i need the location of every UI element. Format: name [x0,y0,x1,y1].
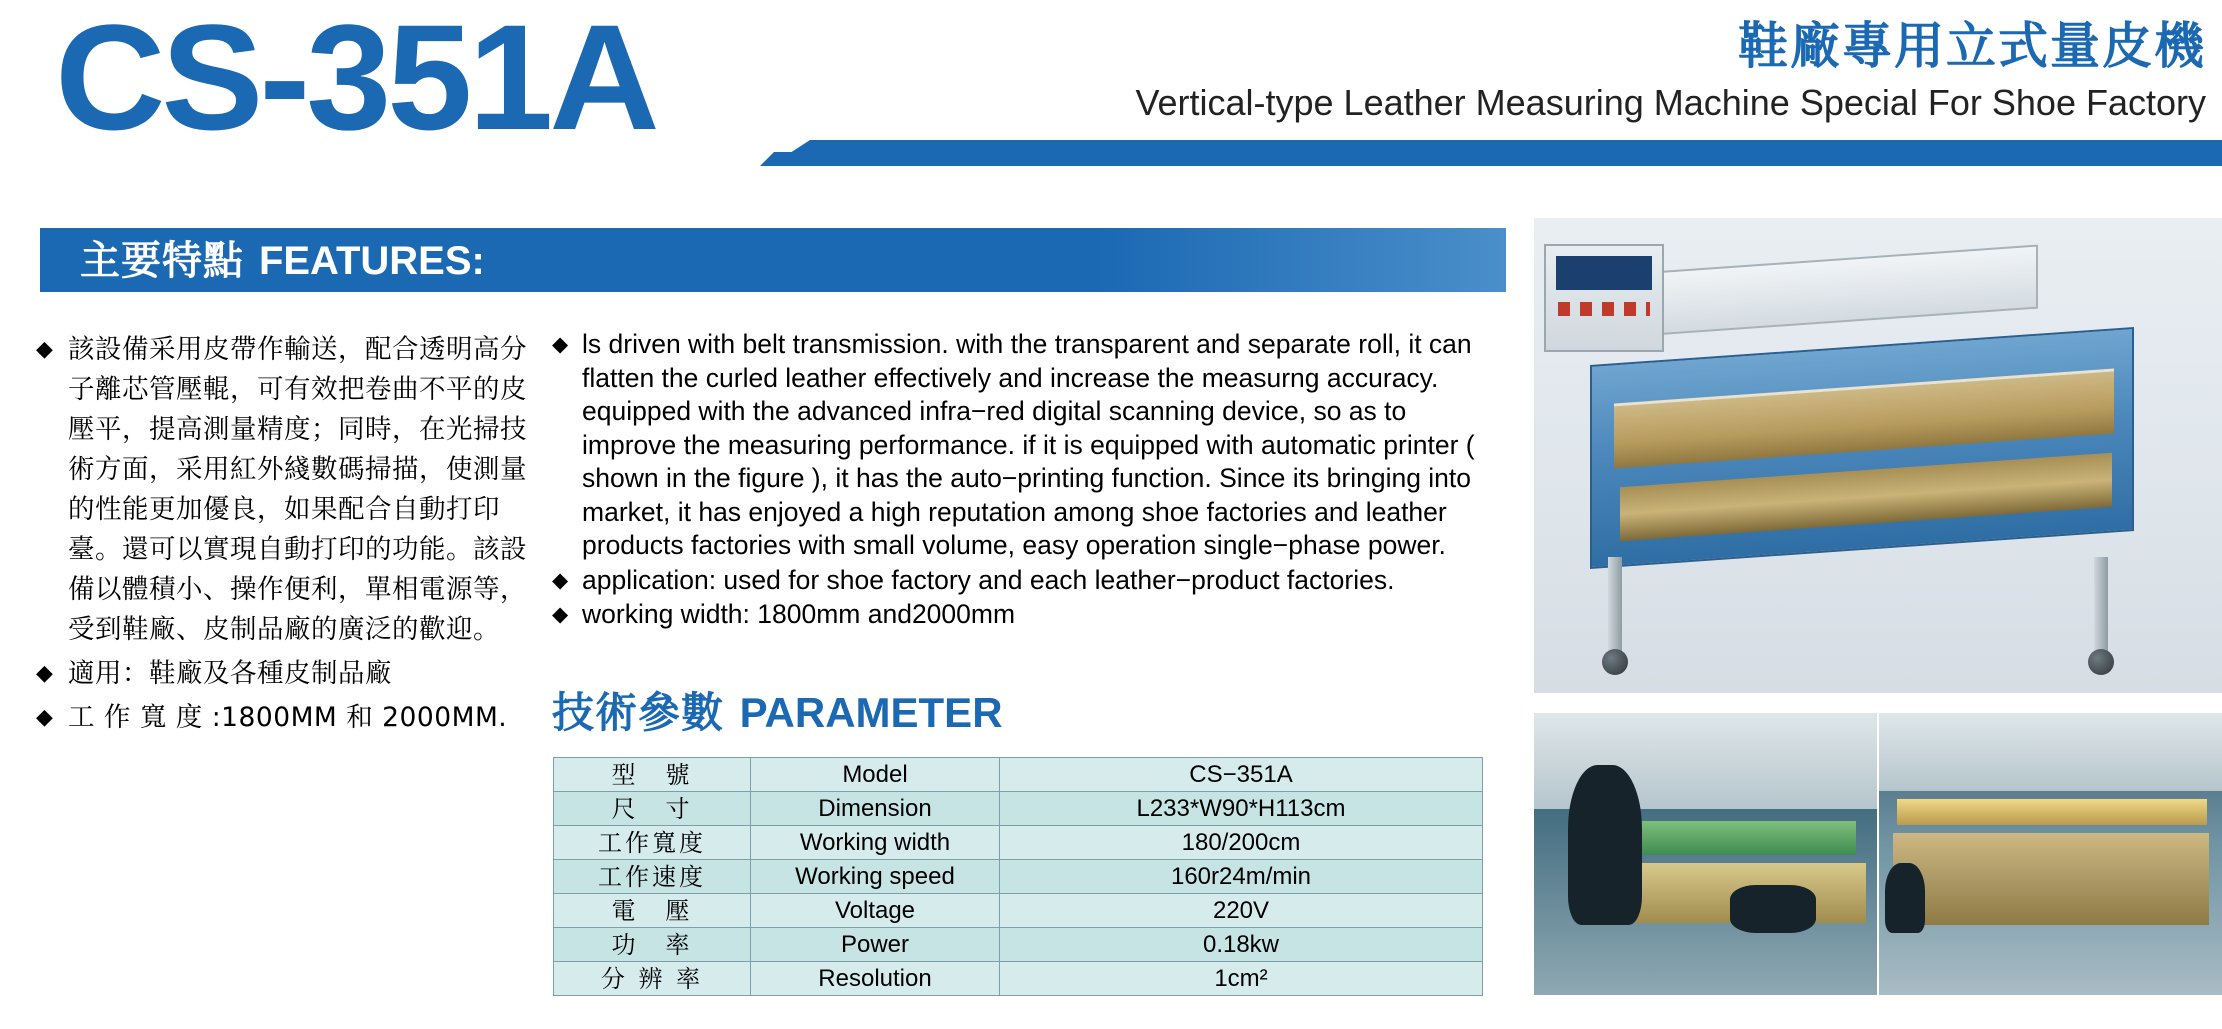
cell-spec-english: Working speed [751,860,1000,894]
features-banner [40,228,1506,292]
table-row [554,894,1483,928]
photo-leather-shape [1730,885,1816,933]
bullet-diamond-icon: ◆ [552,603,569,626]
cell-spec-value: 1cm² [1000,962,1483,996]
model-code: CS-351A [55,0,656,161]
cell-spec-english: Dimension [751,792,1000,826]
table-row [554,860,1483,894]
table-row [554,928,1483,962]
product-title-chinese: 鞋廠專用立式量皮機 [1738,17,2206,75]
parameter-table [553,757,1483,996]
cell-spec-value: CS−351A [1000,758,1483,792]
bullet-diamond-icon: ◆ [36,661,54,686]
bullet-diamond-icon: ◆ [552,333,569,356]
table-row [554,826,1483,860]
bullet-diamond-icon: ◆ [36,705,54,730]
cell-spec-english: Model [751,758,1000,792]
cell-spec-chinese: 工作速度 [554,860,751,894]
list-item [34,330,534,650]
features-banner-label [80,238,485,284]
cell-spec-value: 220V [1000,894,1483,928]
features-list-english [552,328,1492,633]
machine-buttons-shape [1558,302,1650,316]
cell-spec-chinese: 型 號 [554,758,751,792]
product-title-english: Vertical-type Leather Measuring Machine Special For Shoe Factory [1135,82,2206,123]
features-label-english: FEATURES: [258,239,485,283]
photo-background-shape [1879,713,2222,791]
parameter-heading-english: PARAMETER [739,689,1003,736]
cell-spec-value: 180/200cm [1000,826,1483,860]
list-item-text: 該設備采用皮帶作輸送，配合透明高分子離芯管壓輥，可有效把卷曲不平的皮壓平，提高測量精度；同時，在光掃技術方面，采用紅外綫數碼掃描，使測量的性能更加優良，如果配合自動打印臺。還可以實現自動打印的功能。該設備以體積小、操作便利，單相電源等，受到鞋廠、皮制品廠的廣泛的歡迎。 [68,334,527,645]
bullet-diamond-icon: ◆ [36,337,54,362]
machine-leg-shape [1608,557,1622,653]
cell-spec-english: Resolution [751,962,1000,996]
photo-machine-shape [1606,821,1856,855]
list-item-text: application: used for shoe factory and each leather−product factories. [582,564,1395,595]
features-list-chinese [34,330,534,742]
list-item [552,564,1492,598]
photo-operator-shape [1568,765,1642,925]
table-row [554,758,1483,792]
photo-belt-shape [1893,833,2209,925]
product-photo-left [1534,713,1877,995]
machine-top-shape [1654,245,2038,336]
cell-spec-value: 160r24m/min [1000,860,1483,894]
cell-spec-english: Voltage [751,894,1000,928]
cell-spec-chinese: 分 辨 率 [554,962,751,996]
bullet-diamond-icon: ◆ [552,568,569,592]
cell-spec-chinese: 功 率 [554,928,751,962]
machine-display-shape [1556,256,1652,290]
list-item [34,654,534,694]
cell-spec-english: Power [751,928,1000,962]
header-rule-tail [760,152,820,166]
list-item [552,598,1492,632]
machine-leg-shape [2094,557,2108,653]
features-label-chinese: 主要特點 [80,238,244,284]
list-item-text: working width: 1800mm and2000mm [582,599,1016,629]
product-photo-row [1534,713,2222,995]
cell-spec-chinese: 尺 寸 [554,792,751,826]
cell-spec-value: L233*W90*H113cm [1000,792,1483,826]
parameter-heading [552,688,1003,738]
product-photo-main [1534,218,2222,693]
list-item [34,698,534,738]
parameter-heading-chinese: 技術參數 [552,688,725,737]
cell-spec-english: Working width [751,826,1000,860]
machine-wheel-shape [2088,649,2114,675]
cell-spec-chinese: 工作寬度 [554,826,751,860]
machine-control-panel-shape [1544,244,1664,352]
header-rule [770,140,2222,166]
table-row [554,962,1483,996]
list-item [552,328,1492,563]
machine-wheel-shape [1602,649,1628,675]
list-item-text: 工 作 寬 度 :1800MM 和 2000MM. [68,702,508,733]
cell-spec-value: 0.18kw [1000,928,1483,962]
product-photo-right [1879,713,2222,995]
list-item-text: ls driven with belt transmission. with the transparent and separate roll, it can flatten the curled leather effectively and increase the measurng accuracy. equipped with the advanced infra−red digital scanning device, so as to improve the measuring performance. if it is equipped with automatic printer ( shown in the figure ), it has the auto−printing function. Since its bringing into market, it has enjoyed a high reputation among shoe factories and leather products factories with small volume, easy operation single−phase power. [582,329,1475,560]
page-header [0,0,2222,205]
table-row [554,792,1483,826]
photo-machine-shape [1897,799,2207,825]
cell-spec-chinese: 電 壓 [554,894,751,928]
photo-operator-shape [1885,863,1925,933]
list-item-text: 適用：鞋廠及各種皮制品廠 [68,658,392,689]
